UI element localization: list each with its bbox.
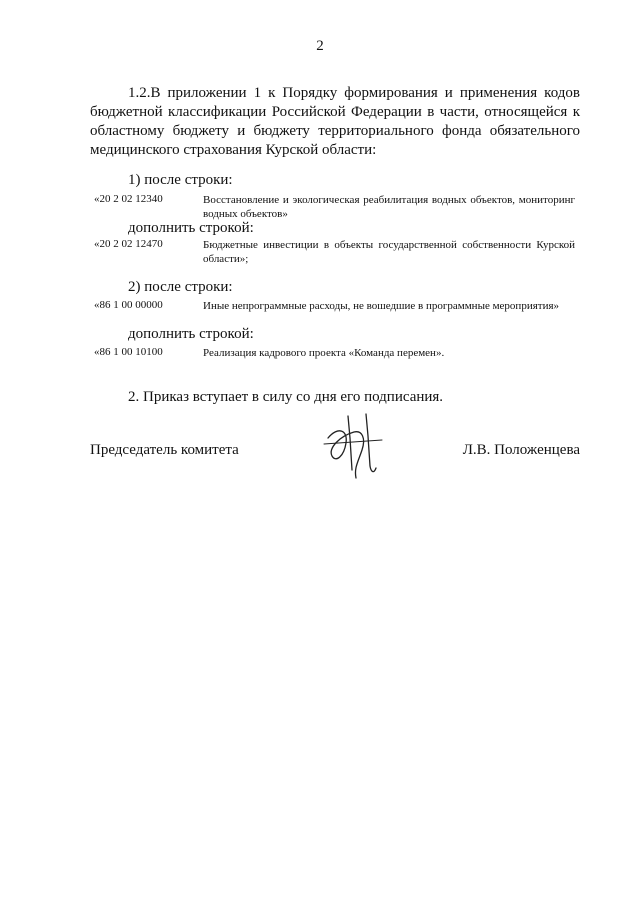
item-1-add-code: «20 2 02 12470 — [94, 238, 163, 250]
intro-paragraph: 1.2.В приложении 1 к Порядку формирования и применения кодов бюджетной классификации Российской Федерации в части, относящейся к областному бюджету и бюджету территориального фонда обязательного медицинского страхования Курской области: — [90, 85, 580, 158]
item-2-after-code: «86 1 00 00000 — [94, 299, 163, 311]
item-2-add-label: дополнить строкой: — [128, 326, 254, 342]
item-1-after-desc: Восстановление и экологическая реабилитация водных объектов, мониторинг водных объектов» — [203, 194, 575, 220]
item-2-after-desc: Иные непрограммные расходы, не вошедшие в программные мероприятия» — [203, 300, 560, 312]
signatory-name: Л.В. Положенцева — [462, 442, 580, 458]
item-2-after-label: 2) после строки: — [128, 279, 233, 295]
page-number: 2 — [316, 38, 324, 54]
item-1-after-code: «20 2 02 12340 — [94, 193, 163, 205]
item-2-add-desc: Реализация кадрового проекта «Команда перемен». — [203, 347, 445, 359]
item-1-after-label: 1) после строки: — [128, 172, 233, 188]
item-2-add-code: «86 1 00 10100 — [94, 346, 163, 358]
order-effective-clause: 2. Приказ вступает в силу со дня его подписания. — [128, 389, 444, 405]
item-1-add-label: дополнить строкой: — [128, 220, 254, 236]
handwritten-signature — [318, 408, 388, 483]
item-1-add-desc: Бюджетные инвестиции в объекты государственной собственности Курской области»; — [203, 239, 575, 265]
signatory-role: Председатель комитета — [90, 442, 239, 458]
